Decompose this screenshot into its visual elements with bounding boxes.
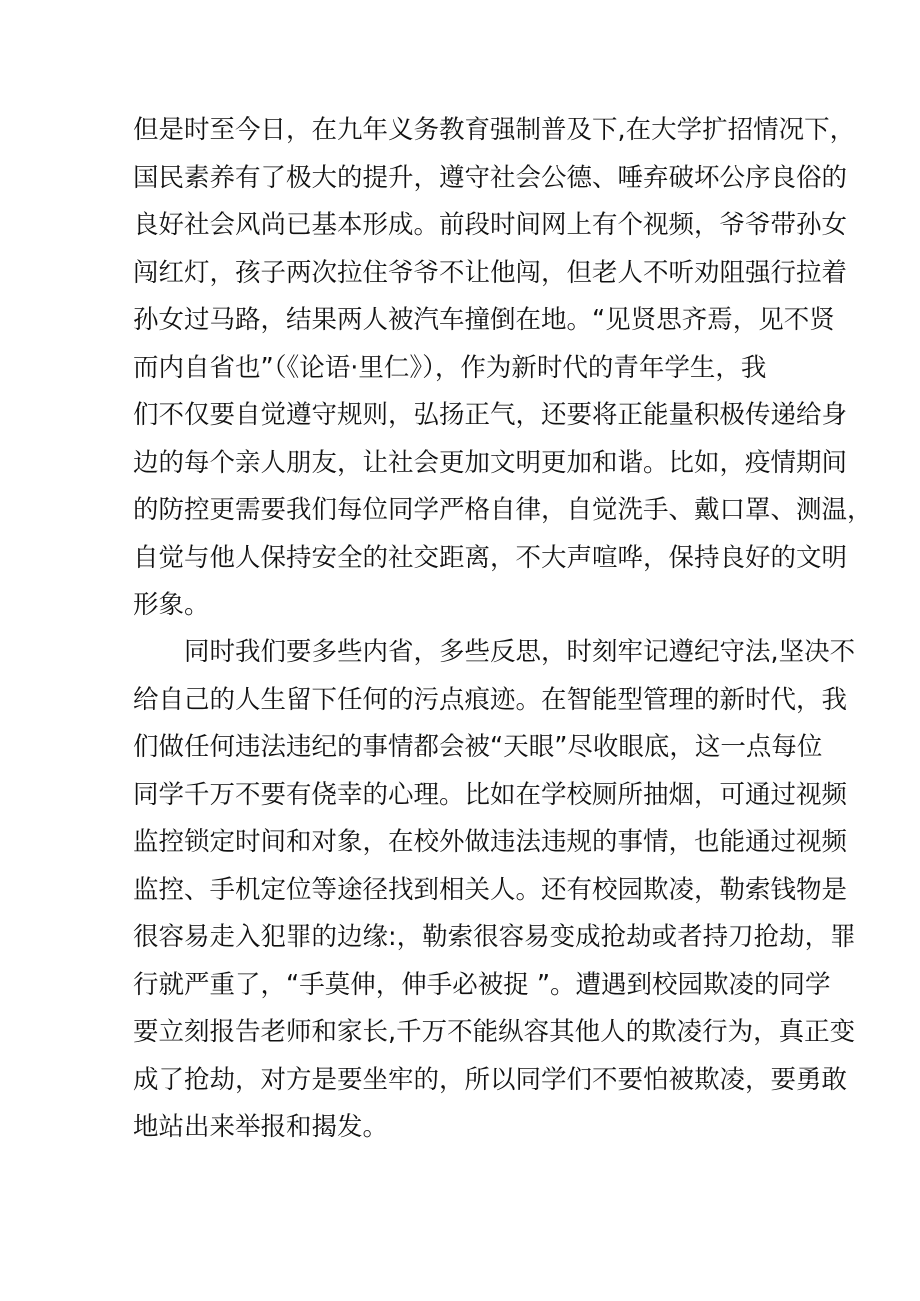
text-line: 监控、手机定位等途径找到相关人。还有校园欺凌，勒索钱物是 (133, 874, 848, 905)
text-line: 国民素养有了极大的提升，遵守社会公德、唾弃破坏公序良俗的 (133, 162, 848, 193)
text-line: 自觉与他人保持安全的社交距离，不大声喧哗，保持良好的文明 (133, 542, 848, 573)
text-line: 良好社会风尚已基本形成。前段时间网上有个视频，爷爷带孙女 (133, 210, 848, 240)
text-line: 同学千万不要有侥幸的心理。比如在学校厕所抽烟，可通过视频 (133, 779, 848, 810)
text-line: 要立刻报告老师和家长,千万不能纵容其他人的欺凌行为，真正变 (133, 1017, 856, 1047)
text-line: 而内自省也”（《论语·里仁》），作为新时代的青年学生，我 (133, 352, 767, 383)
text-line: 边的每个亲人朋友，让社会更加文明更加和谐。比如，疫情期间 (133, 447, 848, 478)
text-line: 闯红灯，孩子两次拉住爷爷不让他闯，但老人不听劝阻强行拉着 (133, 257, 848, 288)
text-line-indented: 同时我们要多些内省，多些反思，时刻牢记遵纪守法,坚决不 (184, 637, 856, 667)
paragraph-1 (133, 107, 873, 630)
text-line: 的防控更需要我们每位同学严格自律，自觉洗手、戴口罩、测温， (133, 495, 873, 525)
text-line: 们做任何违法违纪的事情都会被“天眼”尽收眼底，这一点每位 (133, 732, 823, 762)
text-line: 成了抢劫，对方是要坐牢的，所以同学们不要怕被欺凌，要勇敢 (133, 1064, 848, 1095)
text-line: 地站出来举报和揭发。 (133, 1112, 389, 1142)
text-line: 行就严重了，“手莫伸，伸手必被捉 ”。遭遇到校园欺凌的同学 (133, 969, 831, 1000)
text-line: 给自己的人生留下任何的污点痕迹。在智能型管理的新时代，我 (133, 684, 848, 715)
text-line: 孙女过马路，结果两人被汽车撞倒在地。“见贤思齐焉，见不贤 (133, 305, 835, 335)
text-line: 很容易走入犯罪的边缘:，勒索很容易变成抢劫或者持刀抢劫，罪 (133, 922, 856, 952)
text-line: 形象。 (133, 590, 210, 620)
text-line: 监控锁定时间和对象，在校外做违法违规的事情，也能通过视频 (133, 827, 848, 857)
paragraph-2 (133, 629, 856, 1152)
text-line: 但是时至今日，在九年义务教育强制普及下,在大学扩招情况下， (133, 115, 856, 145)
text-line: 们不仅要自觉遵守规则，弘扬正气，还要将正能量积极传递给身 (133, 400, 848, 430)
